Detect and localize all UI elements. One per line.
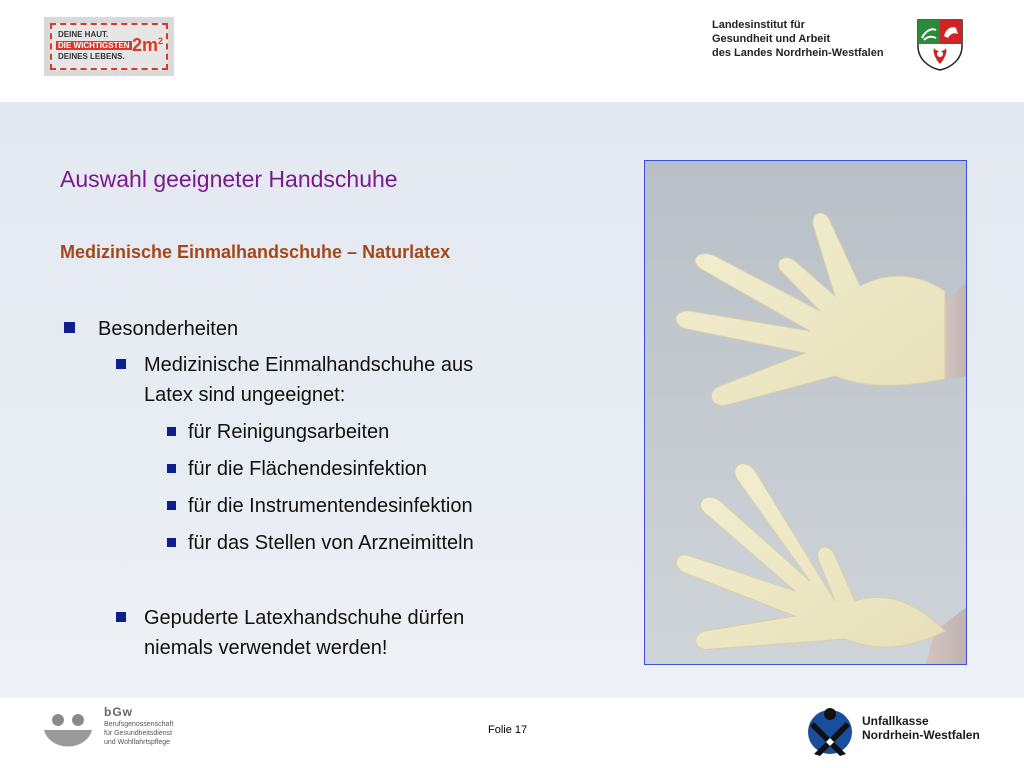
institute-line2: Gesundheit und Arbeit <box>712 33 831 45</box>
sub-bullet-item: für Reinigungsarbeiten <box>188 421 390 443</box>
bullet-square-icon <box>167 501 176 510</box>
bullet-square-icon <box>167 538 176 547</box>
bullet-latex-line1: Medizinische Einmalhandschuhe aus <box>144 354 474 376</box>
gloves-photo <box>644 160 967 665</box>
sub-bullet-item: für das Stellen von Arzneimitteln <box>188 532 474 554</box>
bgw-wordmark: bGw <box>104 705 133 719</box>
bullet-square-icon <box>64 322 75 333</box>
bgw-line: für Gesundheitsdienst <box>104 730 173 737</box>
campaign-logo-mark <box>132 35 163 56</box>
bullet-gepuderte-line2: niemals verwendet werden! <box>144 637 388 659</box>
bullet-square-icon <box>167 427 176 436</box>
bullet-latex-ungeeignet <box>144 350 473 410</box>
campaign-logo-mark-sup: 2 <box>158 36 164 46</box>
campaign-logo <box>44 17 174 76</box>
unfallkasse-line2: Nordrhein-Westfalen <box>862 728 980 742</box>
campaign-logo-line3: DEINES LEBENS. <box>58 52 125 61</box>
bullet-gepuderte-line1: Gepuderte Latexhandschuhe dürfen <box>144 607 465 629</box>
latex-gloves-image <box>645 161 967 665</box>
unfallkasse-logo-icon <box>804 704 856 756</box>
unfallkasse-name <box>862 714 980 742</box>
bgw-name <box>104 720 173 747</box>
bullet-besonderheiten: Besonderheiten <box>98 318 239 340</box>
sub-bullet-item: für die Flächendesinfektion <box>188 458 428 480</box>
campaign-logo-line2: DIE WICHTIGSTEN <box>58 41 130 50</box>
nrw-crest-icon <box>914 16 966 72</box>
institute-line1: Landesinstitut für <box>712 19 805 31</box>
bullet-square-icon <box>116 612 126 622</box>
slide-number: Folie 17 <box>488 724 528 736</box>
campaign-logo-line1: DEINE HAUT. <box>58 30 109 39</box>
sub-bullet-item: für die Instrumentendesinfektion <box>188 495 473 517</box>
bullet-gepuderte <box>144 603 464 663</box>
institute-line3: des Landes Nordrhein-Westfalen <box>712 47 884 59</box>
campaign-logo-mark-text: 2m <box>132 35 159 55</box>
bullet-latex-line2: Latex sind ungeeignet: <box>144 384 346 406</box>
bgw-line: und Wohlfahrtspflege <box>104 739 171 746</box>
institute-name <box>712 18 908 60</box>
bullet-square-icon <box>167 464 176 473</box>
bgw-line: Berufsgenossenschaft <box>104 721 174 728</box>
unfallkasse-line1: Unfallkasse <box>862 714 929 728</box>
slide-title: Auswahl geeigneter Handschuhe <box>60 166 398 192</box>
bullet-square-icon <box>116 359 126 369</box>
slide-subtitle: Medizinische Einmalhandschuhe – Naturlatex <box>60 242 451 262</box>
